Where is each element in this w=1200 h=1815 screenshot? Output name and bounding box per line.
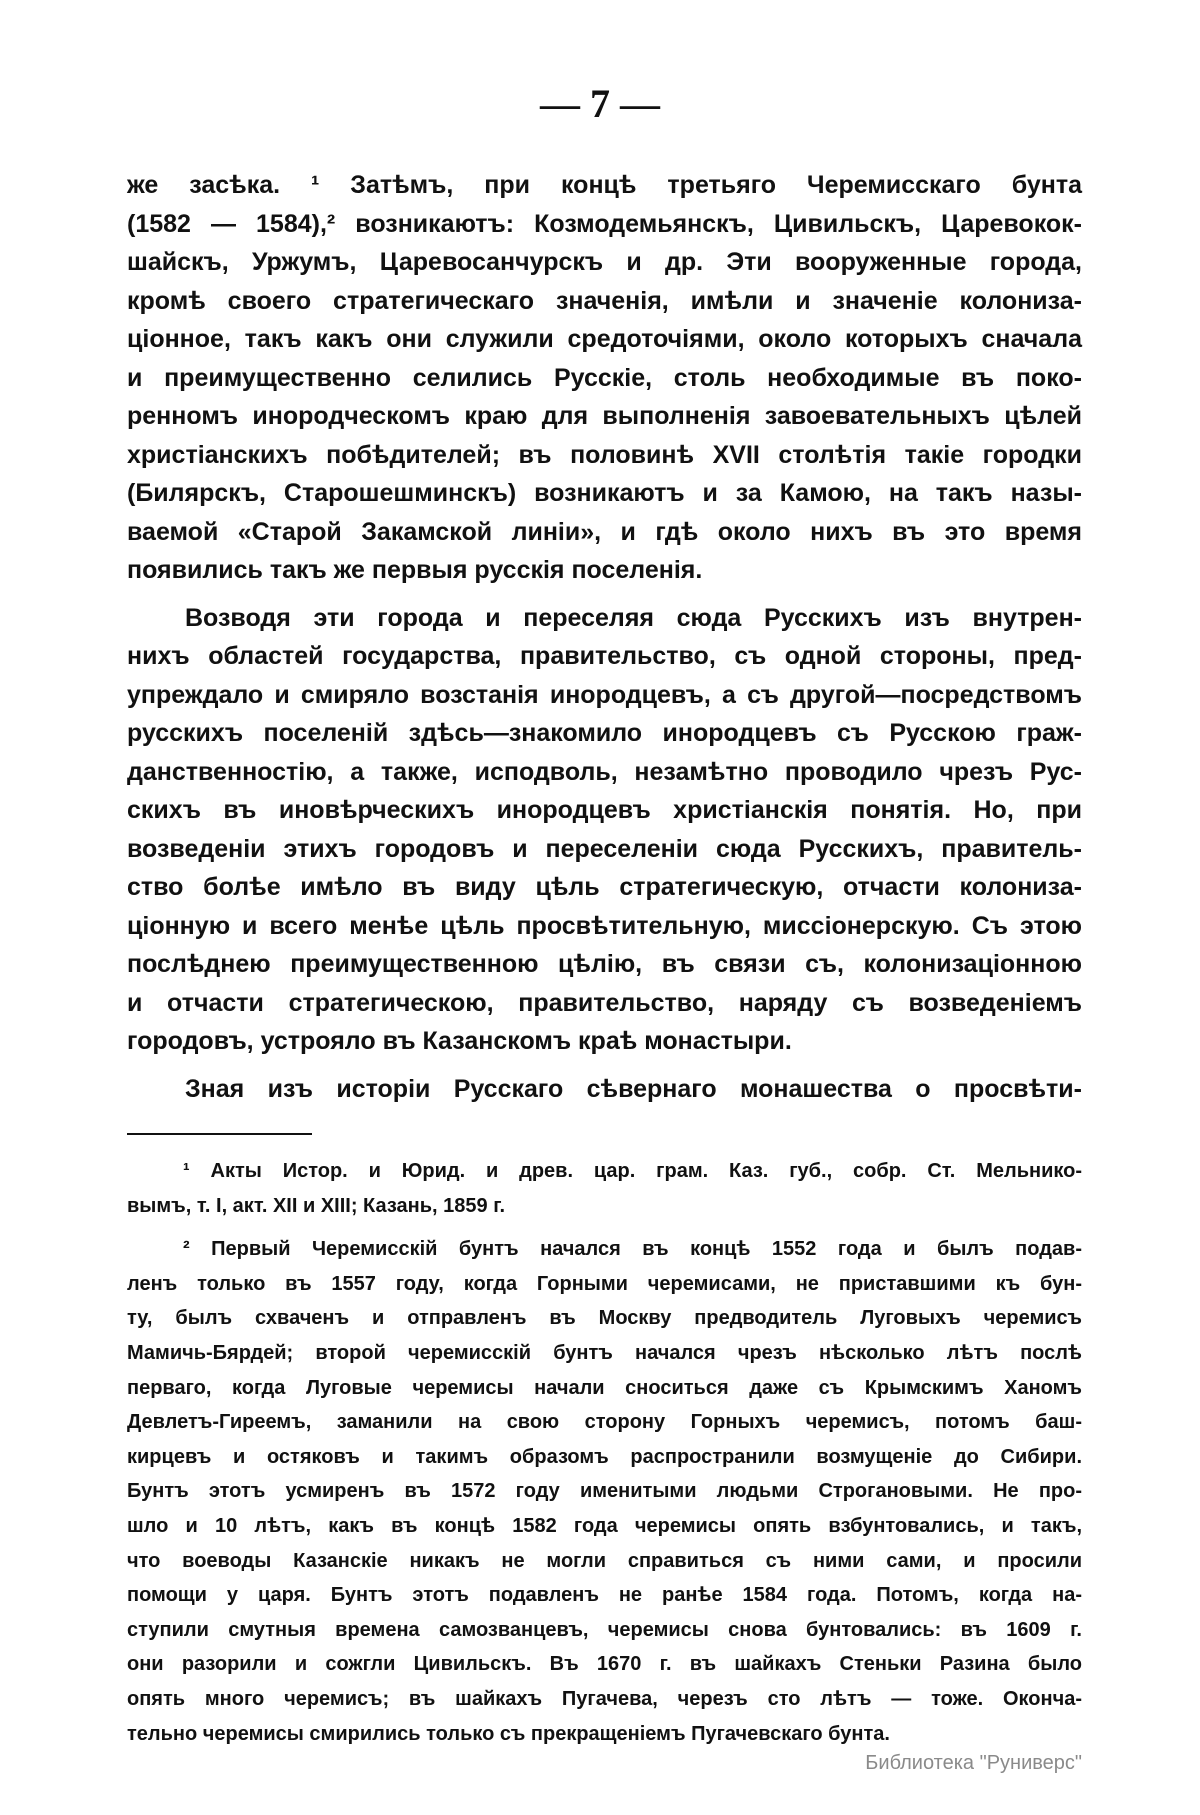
body-line: шайскъ, Уржумъ, Царевосанчурскъ и др. Эти вооруженные города, [127, 248, 1082, 276]
body-line: Зная изъ исторіи Русскаго сѣвернаго монашества о просвѣти- [185, 1074, 1082, 1103]
footnote-line: ту, былъ схваченъ и отправленъ въ Москву предводитель Луговыхъ черемисъ [127, 1307, 1082, 1330]
body-line: послѣднею преимущественною цѣлію, въ связи съ, колонизаціонною [127, 950, 1082, 978]
footnote-line: шло и 10 лѣтъ, какъ въ концѣ 1582 года черемисы опять взбунтовались, и такъ, [127, 1514, 1082, 1537]
body-line: ваемой «Старой Закамской линіи», и гдѣ около нихъ въ это время [127, 517, 1082, 546]
body-line: возведеніи этихъ городовъ и переселеніи сюда Русскихъ, правитель- [127, 834, 1082, 863]
footnote-line: вымъ, т. I, акт. XII и XIII; Казань, 1859 г. [127, 1194, 506, 1217]
body-line: упреждало и смиряло возстанія инородцевъ, а съ другой—посредствомъ [127, 680, 1082, 709]
footnote-line: помощи у царя. Бунтъ этотъ подавленъ не ранѣе 1584 года. Потомъ, когда на- [127, 1584, 1082, 1607]
footnotes [127, 1154, 1082, 1760]
footnote-line: опять много черемисъ; въ шайкахъ Пугачева, черезъ сто лѣтъ — тоже. Оконча- [127, 1687, 1082, 1710]
body-line: (1582 — 1584),² возникаютъ: Козмодемьянскъ, Цивильскъ, Царевокок- [127, 209, 1082, 238]
footnote-line: ступили смутныя времена самозванцевъ, черемисы снова бунтовались: въ 1609 г. [127, 1618, 1082, 1641]
footnote-paragraph [127, 1154, 1082, 1223]
footnote-line: Девлетъ-Гиреемъ, заманили на свою сторону Горныхъ черемисъ, потомъ баш- [127, 1411, 1082, 1434]
body-line: ство болѣе имѣло въ виду цѣль стратегическую, отчасти колониза- [127, 873, 1082, 901]
body-line: появились такъ же первыя русскія поселенія. [127, 556, 703, 584]
body-line: данственностію, а также, исподволь, незамѣтно проводило чрезъ Рус- [127, 757, 1082, 786]
footnote-line: перваго, когда Луговые черемисы начали сноситься даже съ Крымскимъ Ханомъ [127, 1376, 1082, 1399]
footnote-line: Бунтъ этотъ усмиренъ въ 1572 году именитыми людьми Строгановыми. Не про- [127, 1480, 1082, 1503]
body-line: кромѣ своего стратегическаго значенія, имѣли и значеніе колониза- [127, 286, 1082, 315]
library-watermark: Библиотека "Руниверс" [865, 1752, 1082, 1774]
footnote-line: ² Первый Черемисскій бунтъ начался въ концѣ 1552 года и былъ подав- [183, 1238, 1082, 1261]
footnote-line: тельно черемисы смирились только съ прекращеніемъ Пугачевскаго бунта. [127, 1722, 890, 1745]
body-line: городовъ, устрояло въ Казанскомъ краѣ монастыри. [127, 1027, 792, 1055]
body-line: ренномъ инородческомъ краю для выполненія завоевательныхъ цѣлей [127, 402, 1082, 430]
footnote-paragraph [127, 1232, 1082, 1751]
body-line: ціонное, такъ какъ они служили средоточіями, около которыхъ сначала [127, 325, 1082, 353]
footnote-line: Мамичь-Бярдей; второй черемисскій бунтъ начался чрезъ нѣсколько лѣтъ послѣ [127, 1341, 1082, 1364]
footnote-line: ленъ только въ 1557 году, когда Горными черемисами, не приставшими къ бун- [127, 1272, 1082, 1295]
body-line: (Билярскъ, Старошешминскъ) возникаютъ и за Камою, на такъ назы- [127, 479, 1082, 507]
body-line: христіанскихъ побѣдителей; въ половинѣ XVII столѣтія такіе городки [127, 440, 1082, 469]
footnote-line: кирцевъ и остяковъ и такимъ образомъ распространили возмущеніе до Сибири. [127, 1445, 1082, 1468]
body-line: ціонную и всего менѣе цѣль просвѣтительную, миссіонерскую. Съ этою [127, 911, 1082, 940]
body-paragraph [127, 166, 1082, 590]
page-number: — 7 — [540, 81, 660, 126]
body-text [127, 166, 1082, 1117]
footnote-line: что воеводы Казанскіе никакъ не могли справиться съ ними сами, и просили [127, 1549, 1082, 1572]
body-paragraph [127, 1070, 1082, 1109]
body-paragraph [127, 599, 1082, 1061]
body-line: нихъ областей государства, правительство, съ одной стороны, пред- [127, 642, 1082, 670]
body-line: Возводя эти города и переселяя сюда Русскихъ изъ внутрен- [185, 603, 1082, 632]
footnote-line: ¹ Акты Истор. и Юрид. и древ. цар. грам. Каз. губ., собр. Ст. Мельнико- [183, 1160, 1082, 1182]
body-line: и отчасти стратегическою, правительство, наряду съ возведеніемъ [127, 988, 1082, 1017]
body-line: и преимущественно селились Русскіе, столь необходимые въ поко- [127, 363, 1082, 392]
body-line: скихъ въ иновѣрческихъ инородцевъ христіанскія понятія. Но, при [127, 796, 1082, 824]
body-line: русскихъ поселеній здѣсь—знакомило инородцевъ съ Русскою граж- [127, 719, 1082, 747]
footnote-divider [127, 1133, 312, 1135]
body-line: же засѣка. ¹ Затѣмъ, при концѣ третьяго Черемисскаго бунта [127, 171, 1082, 199]
footnote-line: они разорили и сожгли Цивильскъ. Въ 1670 г. въ шайкахъ Стеньки Разина было [127, 1653, 1082, 1676]
